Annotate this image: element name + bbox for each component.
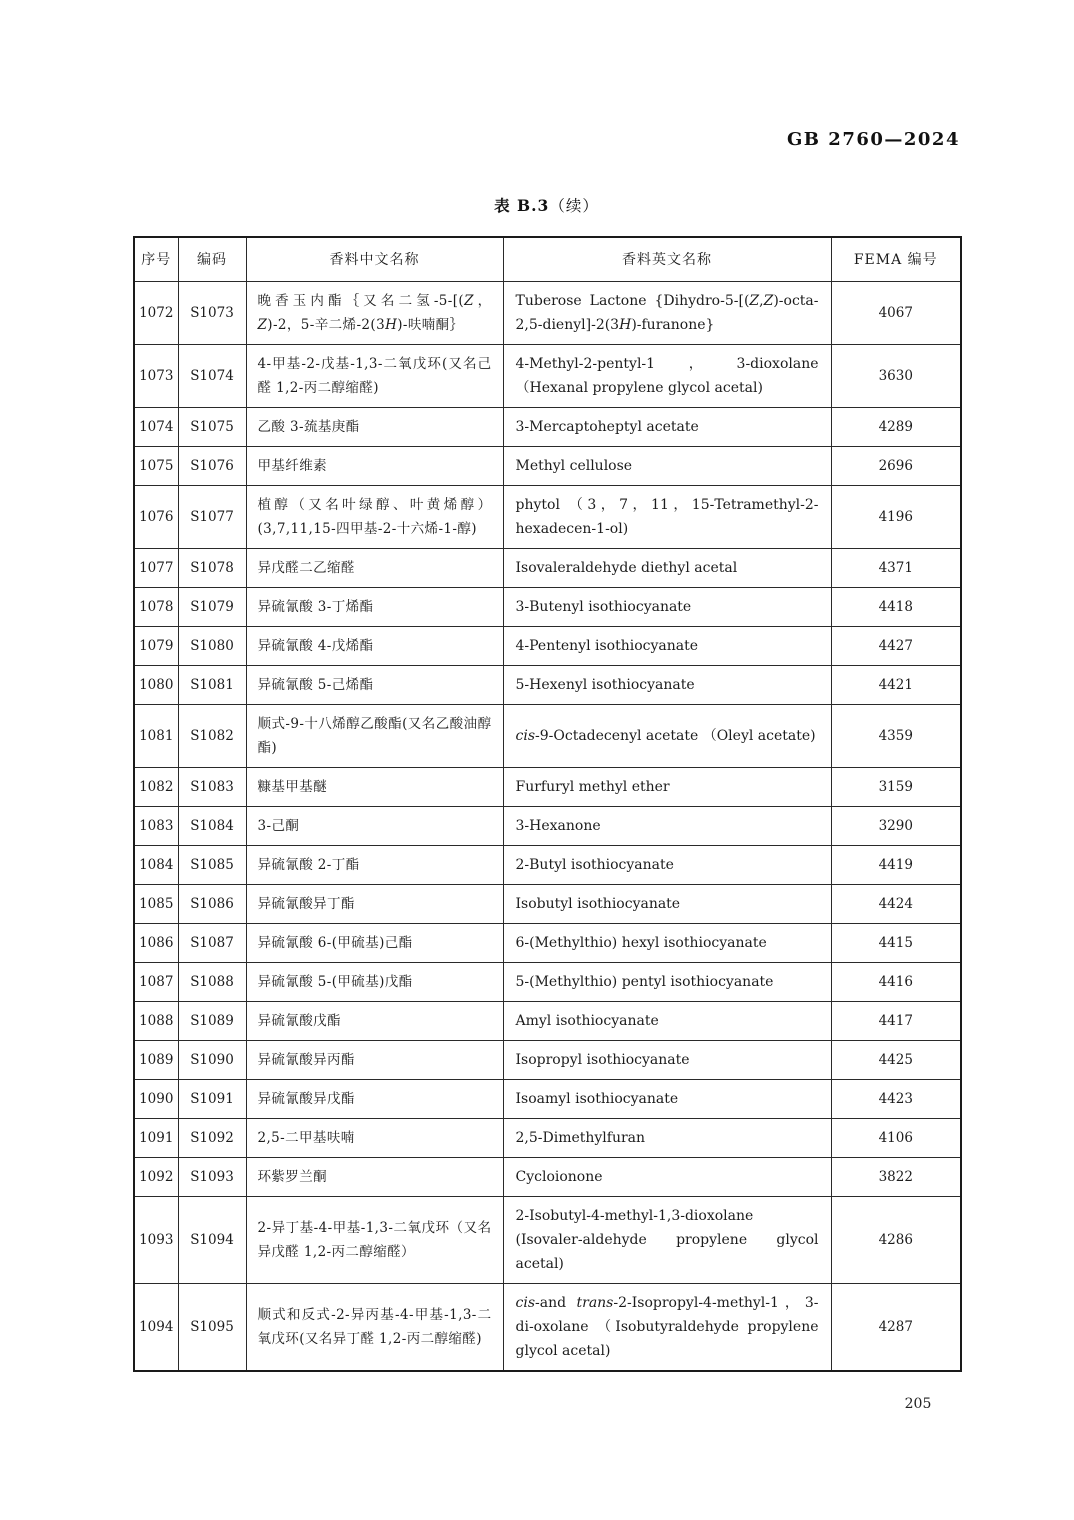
- cell-code: S1091: [178, 1079, 246, 1118]
- cell-english-name: Tuberose Lactone {Dihydro-5-[(Z,Z)-octa-2,5-dienyl]-2(3H)-furanone}: [503, 281, 831, 344]
- cell-english-name: cis-9-Octadecenyl acetate （Oleyl acetate): [503, 704, 831, 767]
- cell-seq: 1090: [134, 1079, 178, 1118]
- cell-seq: 1077: [134, 548, 178, 587]
- cell-chinese-name: 2,5-二甲基呋喃: [246, 1118, 503, 1157]
- cell-seq: 1078: [134, 587, 178, 626]
- cell-seq: 1084: [134, 845, 178, 884]
- cell-seq: 1073: [134, 344, 178, 407]
- page-number: 205: [904, 1396, 932, 1412]
- table-row: [134, 281, 961, 344]
- cell-chinese-name: 4-甲基-2-戊基-1,3-二氧戊环(又名己醛 1,2-丙二醇缩醛): [246, 344, 503, 407]
- cell-code: S1094: [178, 1196, 246, 1283]
- table-row: [134, 1157, 961, 1196]
- cell-english-name: 3-Butenyl isothiocyanate: [503, 587, 831, 626]
- cell-code: S1088: [178, 962, 246, 1001]
- cell-chinese-name: 异硫氰酸 5-己烯酯: [246, 665, 503, 704]
- cell-fema-number: 4416: [831, 962, 961, 1001]
- cell-fema-number: 4286: [831, 1196, 961, 1283]
- cell-seq: 1088: [134, 1001, 178, 1040]
- table-row: [134, 548, 961, 587]
- cell-seq: 1081: [134, 704, 178, 767]
- cell-seq: 1085: [134, 884, 178, 923]
- cell-fema-number: 4425: [831, 1040, 961, 1079]
- cell-code: S1074: [178, 344, 246, 407]
- cell-seq: 1074: [134, 407, 178, 446]
- cell-english-name: 3-Mercaptoheptyl acetate: [503, 407, 831, 446]
- cell-seq: 1086: [134, 923, 178, 962]
- cell-english-name: Isobutyl isothiocyanate: [503, 884, 831, 923]
- cell-chinese-name: 异硫氰酸异戊酯: [246, 1079, 503, 1118]
- cell-code: S1095: [178, 1283, 246, 1371]
- cell-fema-number: 4289: [831, 407, 961, 446]
- cell-chinese-name: 晚香玉内酯｛又名二氢-5-[(Z，Z)-2，5-辛二烯-2(3H)-呋喃酮｝: [246, 281, 503, 344]
- cell-code: S1081: [178, 665, 246, 704]
- col-header-fema: FEMA 编号: [831, 237, 961, 281]
- table-row: [134, 1040, 961, 1079]
- table-row: [134, 767, 961, 806]
- cell-fema-number: 4067: [831, 281, 961, 344]
- cell-fema-number: 4424: [831, 884, 961, 923]
- cell-fema-number: 3630: [831, 344, 961, 407]
- cell-chinese-name: 异硫氰酸戊酯: [246, 1001, 503, 1040]
- cell-fema-number: 4196: [831, 485, 961, 548]
- cell-seq: 1091: [134, 1118, 178, 1157]
- cell-fema-number: 3822: [831, 1157, 961, 1196]
- cell-english-name: Furfuryl methyl ether: [503, 767, 831, 806]
- table-row: [134, 845, 961, 884]
- cell-fema-number: 4423: [831, 1079, 961, 1118]
- cell-fema-number: 4419: [831, 845, 961, 884]
- cell-fema-number: 4417: [831, 1001, 961, 1040]
- table-row: [134, 704, 961, 767]
- cell-fema-number: 4421: [831, 665, 961, 704]
- table-title: [133, 194, 960, 216]
- cell-seq: 1079: [134, 626, 178, 665]
- cell-seq: 1072: [134, 281, 178, 344]
- cell-chinese-name: 顺式-9-十八烯醇乙酸酯(又名乙酸油醇酯): [246, 704, 503, 767]
- cell-english-name: 6-(Methylthio) hexyl isothiocyanate: [503, 923, 831, 962]
- cell-chinese-name: 异硫氰酸 2-丁酯: [246, 845, 503, 884]
- cell-english-name: Isoamyl isothiocyanate: [503, 1079, 831, 1118]
- cell-fema-number: 4415: [831, 923, 961, 962]
- cell-seq: 1075: [134, 446, 178, 485]
- cell-english-name: 2-Butyl isothiocyanate: [503, 845, 831, 884]
- cell-code: S1089: [178, 1001, 246, 1040]
- table-row: [134, 1001, 961, 1040]
- cell-english-name: 4-Methyl-2-pentyl-1，3-dioxolane （Hexanal propylene glycol acetal): [503, 344, 831, 407]
- table-row: [134, 665, 961, 704]
- cell-english-name: 3-Hexanone: [503, 806, 831, 845]
- cell-fema-number: 4427: [831, 626, 961, 665]
- table-row: [134, 884, 961, 923]
- cell-code: S1082: [178, 704, 246, 767]
- cell-fema-number: 4287: [831, 1283, 961, 1371]
- cell-code: S1078: [178, 548, 246, 587]
- table-row: [134, 626, 961, 665]
- table-row: [134, 587, 961, 626]
- cell-english-name: Methyl cellulose: [503, 446, 831, 485]
- cell-code: S1084: [178, 806, 246, 845]
- cell-seq: 1092: [134, 1157, 178, 1196]
- cell-english-name: 5-(Methylthio) pentyl isothiocyanate: [503, 962, 831, 1001]
- cell-chinese-name: 异硫氰酸 4-戊烯酯: [246, 626, 503, 665]
- table-row: [134, 962, 961, 1001]
- cell-english-name: 2,5-Dimethylfuran: [503, 1118, 831, 1157]
- table-row: [134, 1118, 961, 1157]
- standard-number: GB 2760—2024: [786, 129, 960, 150]
- cell-fema-number: 2696: [831, 446, 961, 485]
- cell-english-name: cis-and trans-2-Isopropyl-4-methyl-1，3-di-oxolane （Isobutyraldehyde propylene glycol acetal): [503, 1283, 831, 1371]
- cell-chinese-name: 异戊醛二乙缩醛: [246, 548, 503, 587]
- table-row: [134, 1283, 961, 1371]
- cell-code: S1090: [178, 1040, 246, 1079]
- cell-fema-number: 3159: [831, 767, 961, 806]
- table-row: [134, 485, 961, 548]
- table-title-main: 表 B.3: [494, 196, 550, 215]
- cell-code: S1086: [178, 884, 246, 923]
- cell-fema-number: 4418: [831, 587, 961, 626]
- cell-seq: 1080: [134, 665, 178, 704]
- table-row: [134, 1196, 961, 1283]
- table-row: [134, 1079, 961, 1118]
- table-header-row: [134, 237, 961, 281]
- cell-seq: 1083: [134, 806, 178, 845]
- cell-english-name: Isopropyl isothiocyanate: [503, 1040, 831, 1079]
- cell-chinese-name: 2-异丁基-4-甲基-1,3-二氧戊环（又名异戊醛 1,2-丙二醇缩醛）: [246, 1196, 503, 1283]
- cell-code: S1093: [178, 1157, 246, 1196]
- cell-english-name: 4-Pentenyl isothiocyanate: [503, 626, 831, 665]
- cell-code: S1092: [178, 1118, 246, 1157]
- cell-code: S1076: [178, 446, 246, 485]
- table-row: [134, 407, 961, 446]
- cell-fema-number: 4106: [831, 1118, 961, 1157]
- cell-chinese-name: 顺式和反式-2-异丙基-4-甲基-1,3-二氧戊环(又名异丁醛 1,2-丙二醇缩醛): [246, 1283, 503, 1371]
- cell-english-name: phytol （3，7，11，15-Tetramethyl-2-hexadecen-1-ol): [503, 485, 831, 548]
- cell-seq: 1076: [134, 485, 178, 548]
- cell-code: S1075: [178, 407, 246, 446]
- cell-seq: 1082: [134, 767, 178, 806]
- col-header-english-name: 香料英文名称: [503, 237, 831, 281]
- cell-chinese-name: 3-己酮: [246, 806, 503, 845]
- cell-chinese-name: 异硫氰酸 5-(甲硫基)戊酯: [246, 962, 503, 1001]
- cell-code: S1083: [178, 767, 246, 806]
- cell-chinese-name: 植醇（又名叶绿醇、叶黄烯醇）(3,7,11,15-四甲基-2-十六烯-1-醇): [246, 485, 503, 548]
- cell-english-name: 2-Isobutyl-4-methyl-1,3-dioxolane (Isovaler-aldehyde propylene glycol acetal): [503, 1196, 831, 1283]
- cell-chinese-name: 异硫氰酸 3-丁烯酯: [246, 587, 503, 626]
- cell-seq: 1087: [134, 962, 178, 1001]
- cell-chinese-name: 乙酸 3-巯基庚酯: [246, 407, 503, 446]
- cell-code: S1087: [178, 923, 246, 962]
- cell-english-name: Amyl isothiocyanate: [503, 1001, 831, 1040]
- cell-chinese-name: 糠基甲基醚: [246, 767, 503, 806]
- cell-code: S1079: [178, 587, 246, 626]
- cell-chinese-name: 异硫氰酸异丙酯: [246, 1040, 503, 1079]
- cell-english-name: 5-Hexenyl isothiocyanate: [503, 665, 831, 704]
- cell-code: S1085: [178, 845, 246, 884]
- col-header-seq: 序号: [134, 237, 178, 281]
- table-row: [134, 806, 961, 845]
- cell-chinese-name: 甲基纤维素: [246, 446, 503, 485]
- cell-seq: 1089: [134, 1040, 178, 1079]
- flavoring-substances-table: [133, 236, 962, 1372]
- cell-fema-number: 4359: [831, 704, 961, 767]
- col-header-code: 编码: [178, 237, 246, 281]
- table-row: [134, 344, 961, 407]
- cell-seq: 1094: [134, 1283, 178, 1371]
- table-row: [134, 446, 961, 485]
- cell-code: S1080: [178, 626, 246, 665]
- cell-chinese-name: 环紫罗兰酮: [246, 1157, 503, 1196]
- cell-code: S1077: [178, 485, 246, 548]
- cell-seq: 1093: [134, 1196, 178, 1283]
- cell-fema-number: 3290: [831, 806, 961, 845]
- cell-code: S1073: [178, 281, 246, 344]
- cell-english-name: Cycloionone: [503, 1157, 831, 1196]
- table-title-suffix: （续）: [549, 197, 599, 215]
- cell-fema-number: 4371: [831, 548, 961, 587]
- cell-english-name: Isovaleraldehyde diethyl acetal: [503, 548, 831, 587]
- table-row: [134, 923, 961, 962]
- col-header-chinese-name: 香料中文名称: [246, 237, 503, 281]
- cell-chinese-name: 异硫氰酸 6-(甲硫基)己酯: [246, 923, 503, 962]
- cell-chinese-name: 异硫氰酸异丁酯: [246, 884, 503, 923]
